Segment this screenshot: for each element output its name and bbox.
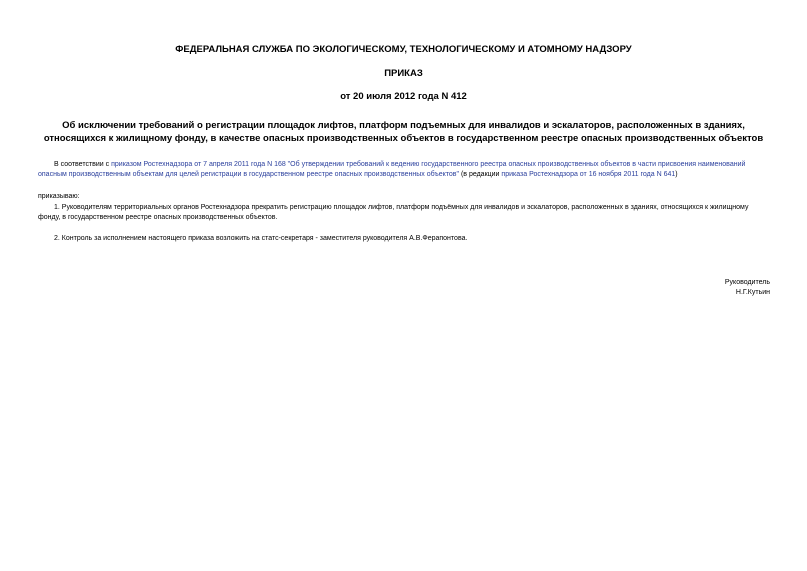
document-title: Об исключении требований о регистрации площадок лифтов, платформ подъемных для инвалидов и эскалаторов, расположенных в зданиях, относящихся к жилищному фонду, в качестве опасных производственных объектов в государственном реестре опасных производственных объектов <box>43 120 764 144</box>
intro-middle: (в редакции <box>459 171 502 178</box>
order-item-2: 2. Контроль за исполнением настоящего приказа возложить на статс-секретаря - заместителя руководителя А.В.Ферапонтова. <box>54 235 468 242</box>
document-type: ПРИКАЗ <box>384 68 423 79</box>
signatory-name: Н.Г.Кутьин <box>735 289 770 296</box>
intro-prefix: В соответствии с <box>54 161 112 168</box>
agency-name: ФЕДЕРАЛЬНАЯ СЛУЖБА ПО ЭКОЛОГИЧЕСКОМУ, ТЕХНОЛОГИЧЕСКОМУ И АТОМНОМУ НАДЗОРУ <box>175 44 632 55</box>
document-date-number: от 20 июля 2012 года N 412 <box>340 91 467 102</box>
order-item-1: 1. Руководителям территориальных органов Ростехнадзора прекратить регистрацию площадок лифтов, платформ подъёмных для инвалидов и эскалаторов, расположенных в зданиях, относящихся к жилищному фонду, в государственном реестре опасных производственных объектов. <box>38 204 749 221</box>
intro-suffix: ) <box>675 171 678 178</box>
intro-paragraph <box>38 160 771 180</box>
signatory-role: Руководитель <box>724 279 770 286</box>
reference-link-order-168[interactable]: приказом Ростехнадзора от 7 апреля 2011 года N 168 "Об утверждении требований к ведению государственного реестра опасных производственных объектов в части присвоения наименований опасным производственным объектам для целей регистрации в государственном реестре опасных производственных объектов" <box>38 161 746 178</box>
reference-link-order-641[interactable]: приказа Ростехнадзора от 16 ноября 2011 года N 641 <box>501 171 676 178</box>
order-word: приказываю: <box>38 193 80 200</box>
